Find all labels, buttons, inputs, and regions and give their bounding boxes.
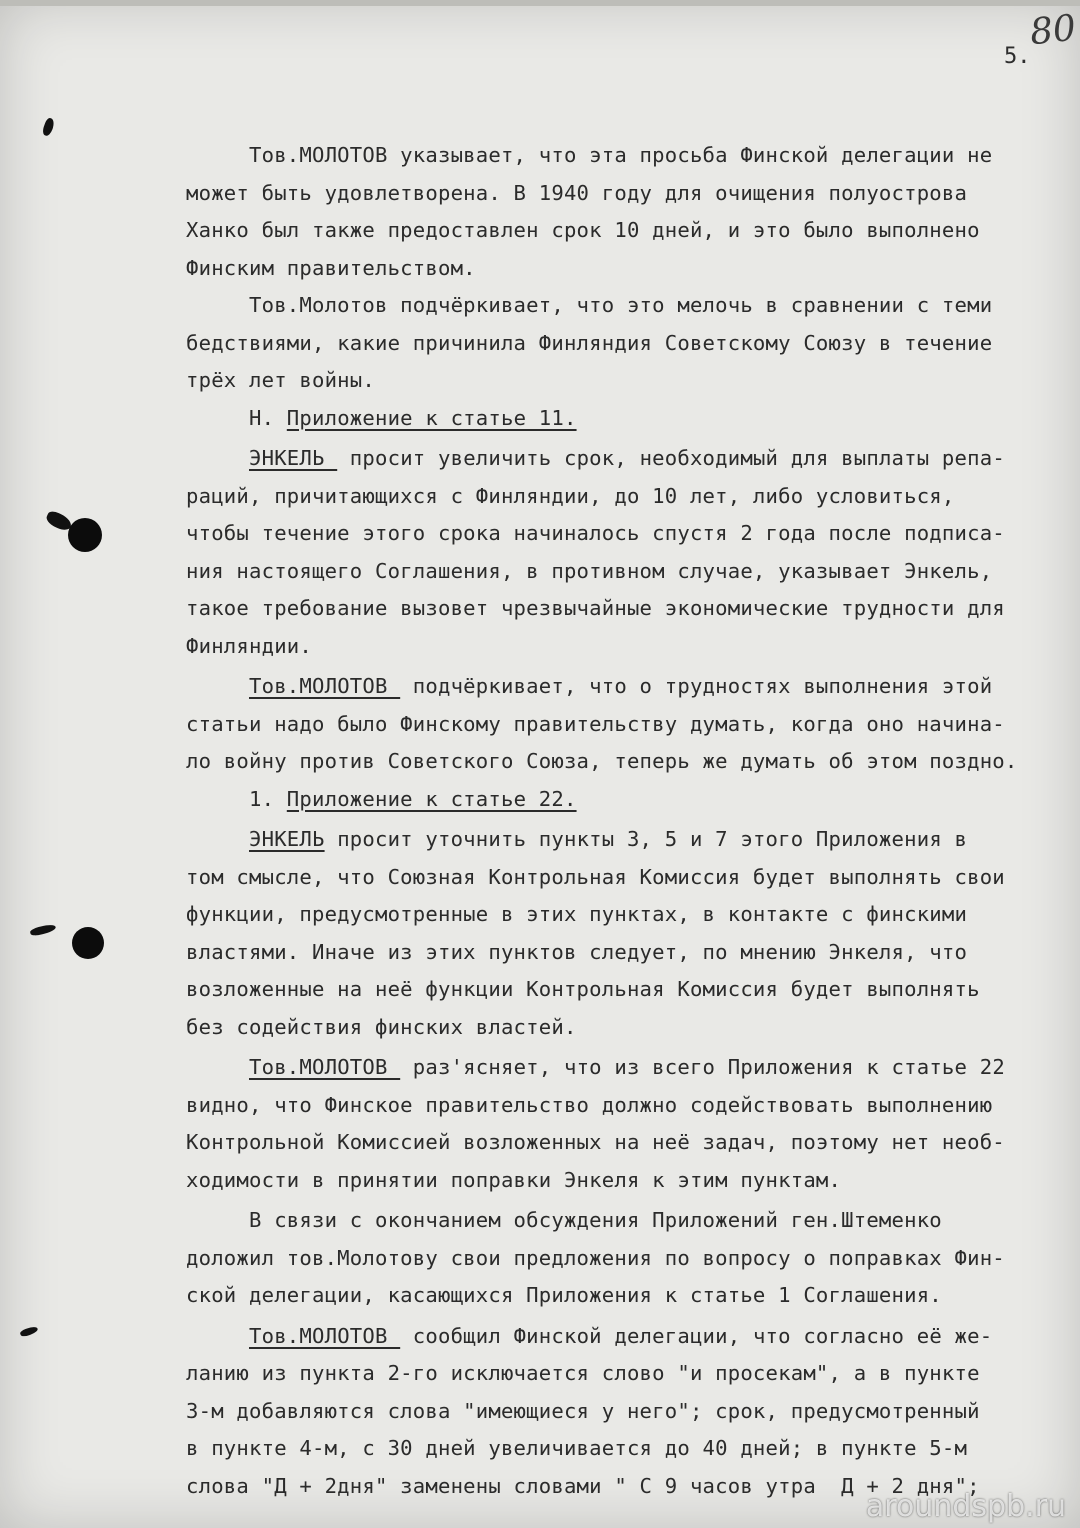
paragraph-text: подчёркивает, что о трудностях выполнения этой	[400, 674, 993, 698]
text-line: раций, причитающихся с Финляндии, до 10 лет, либо условиться,	[186, 483, 955, 508]
text-line: в пункте 4-м, с 30 дней увеличивается до 40 дней; в пункте 5-м	[186, 1436, 968, 1460]
paragraph-first-line	[186, 1318, 1076, 1356]
handwritten-folio-number: 80	[1027, 7, 1078, 54]
page-top-edge	[0, 0, 1080, 6]
text-line: ло войну против Советского Союза, теперь же думать об этом поздно.	[186, 749, 1018, 773]
text-line: такое требование вызовет чрезвычайные экономические трудности для	[186, 596, 1005, 620]
indent	[186, 1055, 249, 1079]
text-line: том смысле, что Союзная Контрольная Комиссия будет выполнять свои	[186, 864, 1005, 889]
speaker-name: Тов.МОЛОТОВ	[249, 674, 401, 698]
text-line: Финляндии.	[186, 633, 312, 658]
text-line: видно, что Финское правительство должно содействовать выполнению	[186, 1092, 993, 1117]
text-line: Тов.МОЛОТОВ указывает, что эта просьба Финской делегации не	[186, 143, 993, 167]
section-title: Приложение к статье 22.	[286, 786, 577, 811]
margin-mark	[19, 1325, 38, 1338]
margin-mark	[41, 117, 56, 137]
text-line: ходимости в принятии поправки Энкеля к этим пунктам.	[186, 1167, 842, 1192]
paragraph-first-line	[186, 1049, 1076, 1087]
typed-text-body	[186, 137, 1076, 1505]
text-line: слова "Д + 2дня" заменены словами " С 9 часов утра Д + 2 дня";	[186, 1473, 980, 1498]
text-line: трёх лет войны.	[186, 368, 375, 392]
text-line: Контрольной Комиссией возложенных на неё задач, поэтому нет необ-	[186, 1130, 1005, 1154]
text-line: 3-м добавляются слова "имеющиеся у него"; срок, предусмотренный	[186, 1398, 980, 1423]
punch-hole	[72, 927, 104, 959]
indent	[186, 446, 249, 470]
text-line: ния настоящего Соглашения, в противном случае, указывает Энкель,	[186, 558, 993, 583]
text-line: без содействия финских властей.	[186, 1014, 577, 1039]
speaker-name: Тов.МОЛОТОВ	[249, 1055, 401, 1079]
text-line: В связи с окончанием обсуждения Приложений ген.Штеменко	[186, 1208, 942, 1232]
section-title: Приложение к статье 11.	[286, 405, 577, 430]
text-line: Ханко был также предоставлен срок 10 дней, и это было выполнено	[186, 218, 980, 242]
text-line: Тов.Молотов подчёркивает, что это мелочь в сравнении с теми	[186, 293, 993, 317]
text-line: чтобы течение этого срока начиналось спустя 2 года после подписа-	[186, 521, 1005, 545]
text-line: доложил тов.Молотову свои предложения по вопросу о поправках Фин-	[186, 1245, 1005, 1270]
text-line: возложенные на неё функции Контрольная Комиссия будет выполнять	[186, 977, 980, 1001]
text-line: Финским правительством.	[186, 255, 476, 280]
section-prefix: 1.	[186, 786, 287, 811]
paragraph-first-line	[186, 440, 1076, 478]
paragraph-text: раз'ясняет, что из всего Приложения к статье 22	[400, 1055, 1005, 1079]
speaker-name: Тов.МОЛОТОВ	[249, 1323, 401, 1348]
text-line: ланию из пункта 2-го исключается слово "и просекам", а в пункте	[186, 1361, 980, 1385]
page-number: 5.	[1004, 44, 1031, 69]
paragraph-first-line	[186, 668, 1076, 706]
section-heading-h	[186, 400, 1076, 438]
section-heading-i	[186, 781, 1076, 819]
margin-mark	[29, 923, 56, 937]
text-line: ской делегации, касающихся Приложения к статье 1 Соглашения.	[186, 1283, 942, 1307]
indent	[186, 674, 249, 698]
paragraph-first-line	[186, 821, 1076, 859]
text-line: функции, предусмотренные в этих пунктах, в контакте с финскими	[186, 902, 968, 926]
text-line: властями. Иначе из этих пунктов следует, по мнению Энкеля, что	[186, 939, 968, 964]
section-prefix: Н.	[186, 405, 287, 430]
watermark: aroundspb.ru	[865, 1489, 1066, 1524]
text-line: бедствиями, какие причинила Финляндия Советскому Союзу в течение	[186, 330, 993, 355]
indent	[186, 1324, 249, 1348]
paragraph-text: сообщил Финской делегации, что согласно её же-	[400, 1323, 993, 1348]
indent	[186, 827, 249, 851]
paragraph-text: просит увеличить срок, необходимый для выплаты репа-	[337, 446, 1005, 470]
text-line: статьи надо было Финскому правительству думать, когда оно начина-	[186, 711, 1005, 736]
text-line: может быть удовлетворена. В 1940 году для очищения полуострова	[186, 180, 968, 205]
punch-hole	[68, 518, 102, 552]
paragraph-text: просит уточнить пункты 3, 5 и 7 этого Приложения в	[324, 827, 968, 851]
speaker-name: ЭНКЕЛЬ	[249, 827, 325, 851]
speaker-name: ЭНКЕЛЬ	[249, 446, 338, 470]
